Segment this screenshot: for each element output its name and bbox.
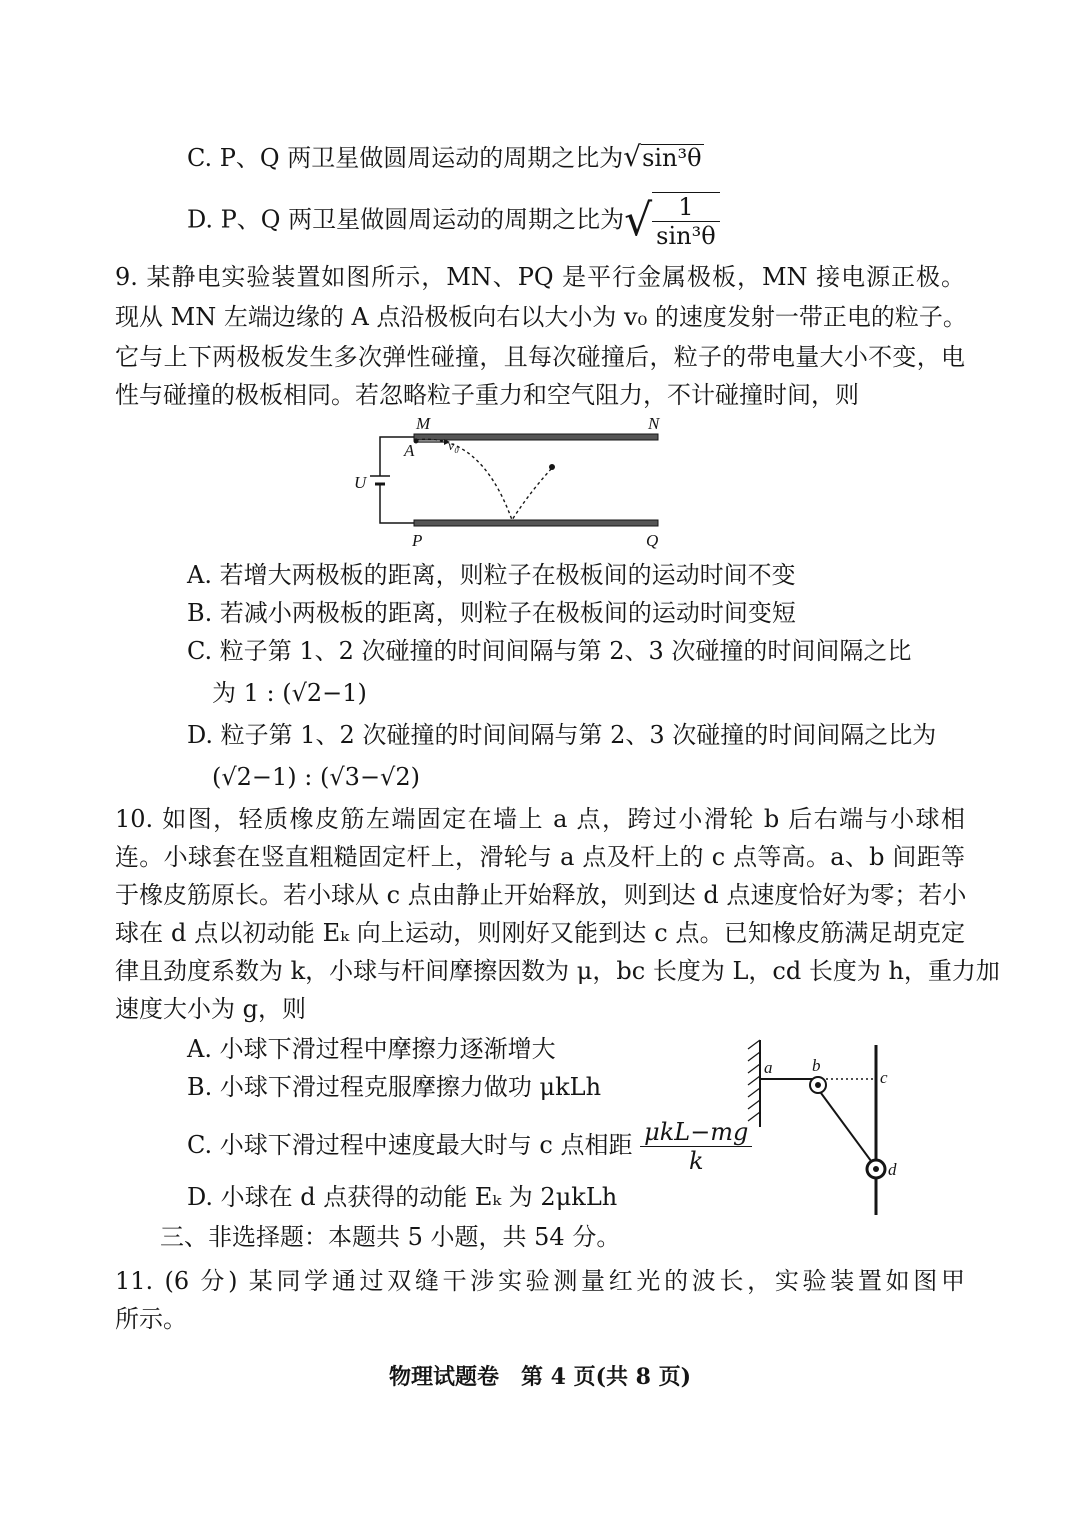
q10-option-a: A. 小球下滑过程中摩擦力逐渐增大 [187,1035,556,1063]
label-n: N [648,414,660,433]
q9-figure [340,412,680,552]
q9-stem-line-3: 它与上下两极板发生多次弹性碰撞，且每次碰撞后，粒子的带电量大小不变，电 [115,343,965,371]
wall-hatching [748,1040,760,1121]
label-a: a [764,1058,773,1077]
q8-option-d: D. P、Q 两卫星做圆周运动的周期之比为√ $\frac{1}{\text{sin³θ}}$ [187,192,720,250]
q10-stem-line-4: 球在 d 点以初动能 Eₖ 向上运动，则刚好又能到达 c 点。已知橡皮筋满足胡克定 [115,919,965,947]
q10-option-d: D. 小球在 d 点获得的动能 Eₖ 为 2μkLh [187,1183,618,1211]
q10-stem-line-5: 律且劲度系数为 k，小球与杆间摩擦因数为 μ，bc 长度为 L，cd 长度为 h，重力加 [115,957,1000,985]
q9-stem-line-1: 9. 某静电实验装置如图所示，MN、PQ 是平行金属极板，MN 接电源正极。 [115,263,965,291]
label-d: d [888,1160,897,1179]
q9-option-d-line-1: D. 粒子第 1、2 次碰撞的时间间隔与第 2、3 次碰撞的时间间隔之比为 [187,721,937,749]
q9-option-c-line-2: 为 1 : (√2−1) [212,679,367,707]
q10-option-c-text: C. 小球下滑过程中速度最大时与 c 点相距 [187,1131,633,1159]
particle-dot [549,464,555,470]
q10-stem-line-3: 于橡皮筋原长。若小球从 c 点由静止开始释放，则到达 d 点速度恰好为零；若小 [115,881,967,909]
q10-option-c-fraction: $\frac{\text{μkL−mg}}{k}$ [640,1118,752,1175]
label-b: b [812,1056,821,1075]
q8-option-c-text: C. P、Q 两卫星做圆周运动的周期之比为 [187,144,624,172]
label-c: c [880,1068,888,1087]
q11-stem-line-1: 11. (6 分) 某同学通过双缝干涉实验测量红光的波长，实验装置如图甲 [115,1267,965,1295]
label-q: Q [646,531,659,550]
label-m: M [416,414,431,433]
q10-stem-line-1: 10. 如图，轻质橡皮筋左端固定在墙上 a 点，跨过小滑轮 b 后右端与小球相 [115,805,965,833]
q9-option-a: A. 若增大两极板的距离，则粒子在极板间的运动时间不变 [187,561,796,589]
q10-stem-line-2: 连。小球套在竖直粗糙固定杆上，滑轮与 a 点及杆上的 c 点等高。a、b 间距等 [115,843,965,871]
q8-option-c: C. P、Q 两卫星做圆周运动的周期之比为√sin³θ [187,140,702,173]
label-a: A [404,441,415,460]
band-bd [818,1089,874,1165]
label-p: P [412,531,423,550]
q9-stem-line-4: 性与碰撞的极板相同。若忽略粒子重力和空气阻力，不计碰撞时间，则 [115,381,859,409]
q9-option-c-line-1: C. 粒子第 1、2 次碰撞的时间间隔与第 2、3 次碰撞的时间间隔之比 [187,637,912,665]
q10-figure [740,1035,910,1220]
page-footer: 物理试题卷 第 4 页(共 8 页) [388,1364,692,1390]
q9-option-d-line-2: (√2−1) : (√3−√2) [212,763,420,791]
q9-option-b: B. 若减小两极板的距离，则粒子在极板间的运动时间变短 [187,599,796,627]
circuit-wire-bottom [380,490,414,523]
q10-stem-line-6: 速度大小为 g，则 [115,995,306,1023]
plate-pq [414,520,658,526]
section-3-heading: 三、非选择题：本题共 5 小题，共 54 分。 [160,1223,621,1251]
label-v0: v₀ [448,439,460,454]
q10-option-c [187,1118,752,1175]
q8-option-c-math: sin³θ [642,144,702,172]
q10-option-b: B. 小球下滑过程克服摩擦力做功 μkLh [187,1073,602,1101]
q9-stem-line-2: 现从 MN 左端边缘的 A 点沿极板向右以大小为 v₀ 的速度发射一带正电的粒子。 [115,303,967,331]
particle-trajectory [416,439,552,520]
q11-stem-line-2: 所示。 [115,1305,187,1333]
label-u: U [354,473,367,492]
q8-option-d-fraction: $\frac{1}{\text{sin³θ}}$ [652,192,720,250]
q8-option-d-text: D. P、Q 两卫星做圆周运动的周期之比为 [187,205,625,234]
